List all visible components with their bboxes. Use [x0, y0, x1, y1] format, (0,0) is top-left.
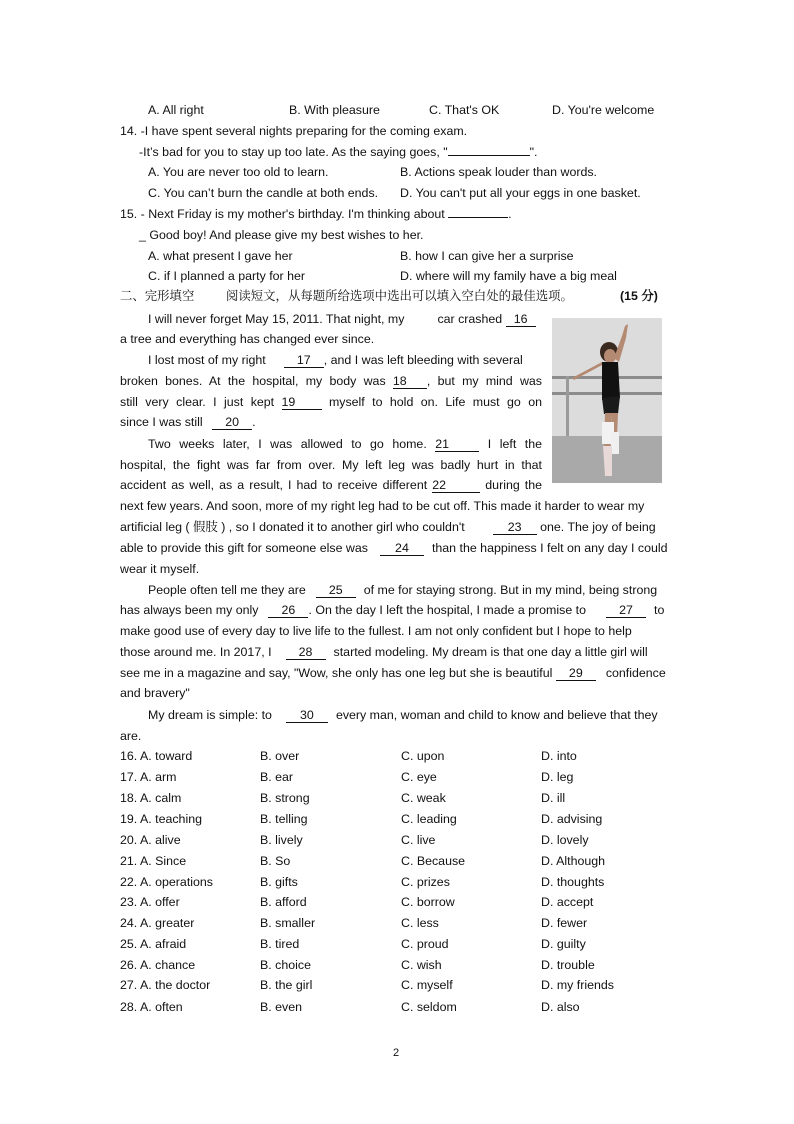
passage-line: those around me. In 2017, I 28 started modeling. My dream is that one day a little girl will [120, 645, 648, 659]
option-num-a: 16. A. toward [120, 749, 193, 763]
passage-line: hospital, the fight was far from over. My left leg was badly hurt in that [120, 458, 542, 472]
q15-stem: 15. - Next Friday is my mother's birthday. I'm thinking about . [120, 207, 512, 221]
passage-line: artificial leg ( 假肢 ) , so I donated it to another girl who couldn't 23 one. The joy of being [120, 520, 656, 534]
blank-30: 30 [286, 709, 328, 723]
blank-20: 20 [212, 416, 252, 430]
option-num-a: 25. A. afraid [120, 937, 187, 951]
option-num-a: 18. A. calm [120, 791, 182, 805]
blank-18: 18 [393, 375, 427, 389]
option-c: C. weak [401, 791, 446, 805]
passage-line: Two weeks later, I was allowed to go home. 21 I left the [148, 437, 542, 451]
q14-reply: -It’s bad for you to stay up too late. As the saying goes, " ". [139, 145, 538, 159]
option-num-a: 23. A. offer [120, 895, 180, 909]
passage-line: has always been my only 26 . On the day I left the hospital, I made a promise to 27 to [120, 603, 665, 617]
blank-17: 17 [284, 354, 324, 368]
option-d: D. accept [541, 895, 594, 909]
option-b: B. gifts [260, 875, 298, 889]
page-number: 2 [393, 1047, 400, 1059]
option-c: C. eye [401, 770, 437, 784]
q15-option-c: C. if I planned a party for her [148, 269, 306, 283]
option-c: C. less [401, 916, 439, 930]
blank-26: 26 [268, 604, 308, 618]
option-d: D. also [541, 1000, 580, 1014]
passage-line: People often tell me they are 25 of me for staying strong. But in my mind, being strong [148, 583, 658, 597]
option-b: B. the girl [260, 978, 313, 992]
passage-line: since I was still 20 . [120, 415, 256, 429]
option-num-a: 26. A. chance [120, 958, 196, 972]
q14-blank [448, 155, 530, 156]
passage-line: see me in a magazine and say, "Wow, she only has one leg but she is beautiful 29 confidence [120, 666, 666, 680]
passage-line: make good use of every day to live life to the fullest. I am not only confident but I hope to help [120, 624, 632, 638]
option-c: C. live [401, 833, 436, 847]
option-d: D. trouble [541, 958, 595, 972]
blank-22: 22 [432, 479, 480, 493]
blank-29: 29 [556, 667, 596, 681]
q14-option-a: A. You are never too old to learn. [148, 165, 329, 179]
option-d: D. guilty [541, 937, 586, 951]
option-b: B. tired [260, 937, 300, 951]
q14-option-b: B. Actions speak louder than words. [400, 165, 597, 179]
blank-16: 16 [506, 313, 536, 327]
option-d: D. my friends [541, 978, 614, 992]
blank-27: 27 [606, 604, 646, 618]
option-c: C. Because [401, 854, 466, 868]
passage-line: able to provide this gift for someone else was 24 than the happiness I felt on any day I could [120, 541, 668, 555]
passage-line: and bravery" [120, 686, 190, 700]
ballet-dancer-photo [552, 318, 662, 483]
q15-blank [448, 217, 508, 218]
blank-23: 23 [493, 521, 537, 535]
option-num-a: 27. A. the doctor [120, 978, 211, 992]
option-c: C. prizes [401, 875, 450, 889]
option-b: B. even [260, 1000, 303, 1014]
option-b: B. choice [260, 958, 311, 972]
option-num-a: 21. A. Since [120, 854, 187, 868]
blank-25: 25 [316, 584, 356, 598]
blank-24: 24 [380, 542, 424, 556]
q15-reply: _ Good boy! And please give my best wishes to her. [139, 228, 424, 242]
q13-option-c: C. That's OK [429, 103, 500, 117]
q14-option-c: C. You can’t burn the candle at both ends. [148, 186, 379, 200]
option-c: C. myself [401, 978, 453, 992]
q15-option-d: D. where will my family have a big meal [400, 269, 617, 283]
option-c: C. wish [401, 958, 442, 972]
option-num-a: 19. A. teaching [120, 812, 202, 826]
q15-option-a: A. what present I gave her [148, 249, 293, 263]
passage-line: still very clear. I just kept 19 myself to hold on. Life must go on [120, 395, 542, 409]
option-num-a: 20. A. alive [120, 833, 181, 847]
q15-option-b: B. how I can give her a surprise [400, 249, 574, 263]
passage-line: are. [120, 729, 142, 743]
blank-19: 19 [282, 396, 322, 410]
option-c: C. upon [401, 749, 445, 763]
option-c: C. seldom [401, 1000, 457, 1014]
passage-line: accident as well, as a result, I had to receive different 22 during the [120, 478, 542, 492]
option-b: B. So [260, 854, 291, 868]
q13-option-a: A. All right [148, 103, 204, 117]
q13-option-b: B. With pleasure [289, 103, 380, 117]
option-b: B. strong [260, 791, 310, 805]
q13-option-d: D. You're welcome [552, 103, 655, 117]
blank-21: 21 [435, 438, 479, 452]
option-b: B. over [260, 749, 300, 763]
option-d: D. leg [541, 770, 574, 784]
option-d: D. thoughts [541, 875, 605, 889]
passage-line: a tree and everything has changed ever since. [120, 332, 375, 346]
option-b: B. lively [260, 833, 303, 847]
option-b: B. smaller [260, 916, 316, 930]
section-title: 二、完形填空 [120, 289, 195, 303]
passage-line: My dream is simple: to 30 every man, woman and child to know and believe that they [148, 708, 658, 722]
option-num-a: 24. A. greater [120, 916, 195, 930]
passage-line: I lost most of my right 17 , and I was left bleeding with several [148, 353, 523, 367]
option-num-a: 17. A. arm [120, 770, 177, 784]
option-num-a: 22. A. operations [120, 875, 213, 889]
passage-line: wear it myself. [120, 562, 200, 576]
q14-option-d: D. You can't put all your eggs in one basket. [400, 186, 641, 200]
passage-line: broken bones. At the hospital, my body was 18 , but my mind was [120, 374, 542, 388]
option-d: D. into [541, 749, 577, 763]
option-d: D. ill [541, 791, 566, 805]
option-c: C. leading [401, 812, 457, 826]
option-d: D. fewer [541, 916, 588, 930]
option-d: D. Although [541, 854, 606, 868]
option-c: C. proud [401, 937, 449, 951]
option-num-a: 28. A. often [120, 1000, 183, 1014]
blank-28: 28 [286, 646, 326, 660]
section-score: (15 分) [620, 289, 658, 303]
option-b: B. ear [260, 770, 294, 784]
section-instruction: 阅读短文，从每题所给选项中选出可以填入空白处的最佳选项。 [226, 289, 573, 303]
passage-line: I will never forget May 15, 2011. That night, my car crashed 16 [148, 311, 536, 327]
passage-line: next few years. And soon, more of my right leg had to be cut off. This made it harder to wear my [120, 499, 645, 513]
option-b: B. telling [260, 812, 308, 826]
q14-stem: 14. -I have spent several nights preparing for the coming exam. [120, 124, 468, 138]
option-d: D. lovely [541, 833, 589, 847]
option-d: D. advising [541, 812, 603, 826]
option-b: B. afford [260, 895, 307, 909]
option-c: C. borrow [401, 895, 455, 909]
